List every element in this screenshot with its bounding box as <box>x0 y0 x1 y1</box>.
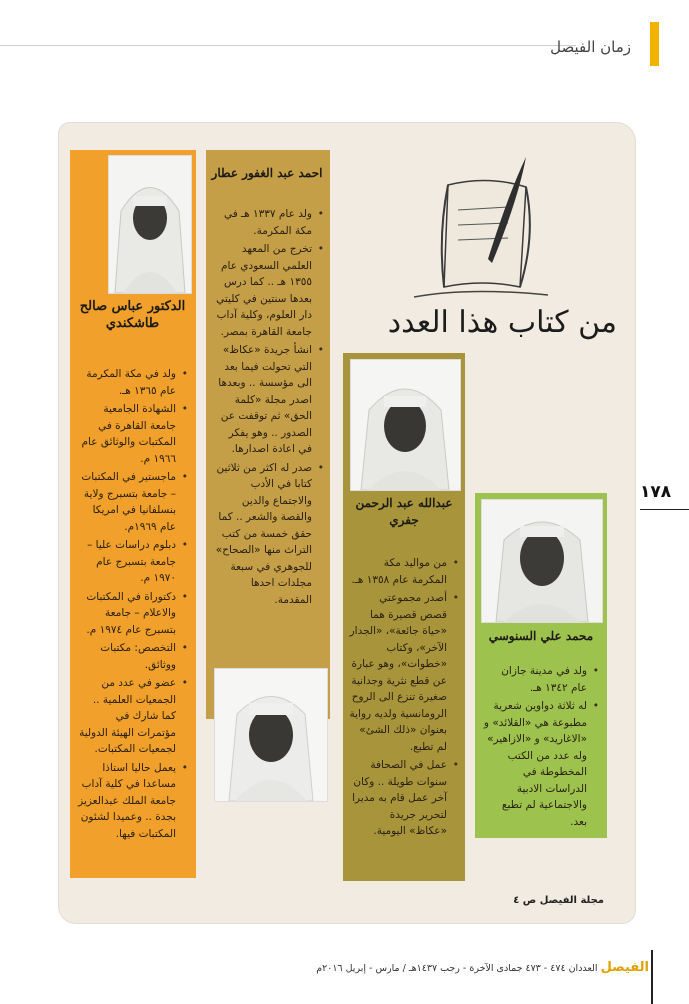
magazine-logo: الفيصل <box>600 960 649 975</box>
section-title: من كتاب هذا العدد <box>387 305 617 340</box>
bio-item: • الشهادة الجامعية جامعة القاهرة في المكتبات والوثائق عام ١٩٦٦ م. <box>76 401 188 467</box>
page-number-rule <box>640 509 689 510</box>
author-name: الدكتور عباس صالح طاشكندي <box>79 299 186 331</box>
bio-item: • أصدر مجموعتي قصص قصيرة هما «حياة جائعة»، «الجدار الآخر»، وكتاب «خطوات»، وهو عبارة عن قطع نثرية وجدانية صغيرة تنزع الى الروح الرومانسية ولديه رواية بعنوان «ذلك الشئ» لم تطبع. <box>349 590 459 755</box>
quill-illustration <box>408 155 558 305</box>
author-photo <box>108 155 192 294</box>
author-name: عبدالله عبد الرحمن جفري <box>355 496 453 527</box>
bio-item: • دكتوراة في المكتبات والاعلام – جامعة بتسبرج عام ١٩٧٤ م. <box>76 589 188 639</box>
author-bio-list <box>212 206 324 610</box>
bio-item: • يعمل حاليا استاذا مساعدا في كلية آداب جامعة الملك عبدالعزيز بجدة .. وعميدا لشئون المكتبات فيها. <box>76 760 188 843</box>
author-bio-list <box>349 555 459 842</box>
bio-item: • ولد في مدينة جازان عام ١٣٤٢ هـ. <box>483 663 599 696</box>
author-bio-list <box>483 663 599 832</box>
bio-item: • ولد في مكة المكرمة عام ١٣٦٥ هـ. <box>76 366 188 399</box>
header-rule <box>0 45 576 46</box>
bio-item: • من مواليد مكة المكرمة عام ١٣٥٨ هـ. <box>349 555 459 588</box>
bio-item: • تخرج من المعهد العلمي السعودي عام ١٣٥٥ هـ .. كما درس بعدها سنتين في كليتي دار العلوم، وكلية آداب جامعة القاهرة بمصر. <box>212 241 324 340</box>
bio-item: • عضو في عدد من الجمعيات العلمية .. كما شارك في مؤتمرات الهيئة الدولية لجمعيات المكتبات. <box>76 675 188 758</box>
bio-item: • ماجستير في المكتبات – جامعة بتسبرج ولاية بنسلفانيا في امريكا عام ١٩٦٩م. <box>76 469 188 535</box>
bio-item: • انشأ جريدة «عكاظ» التي تحولت فيما بعد الى مؤسسة .. وبعدها اصدر مجلة «كلمة الحق» ثم توقفت عن الصدور .. وهو يفكر في اعادة اصدارها. <box>212 342 324 458</box>
bio-item: • صدر له اكثر من ثلاثين كتابا في الأدب والاجتماع والدين والقصة والشعر .. كما حقق خمسة من كتب التراث منها «الصحاح» للجوهري في سبعة مجلدات احدها المقدمة. <box>212 460 324 609</box>
issue-details: العددان ٤٧٤ - ٤٧٣ جمادى الآخرة - رجب ١٤٣٧هـ / مارس - إبريل ٢٠١٦م <box>316 963 598 974</box>
author-column-sanusi <box>475 493 607 838</box>
bio-item: • عمل في الصحافة سنوات طويلة .. وكان آخر عمل قام به مديرا لتحرير جريدة «عكاظ» اليومية. <box>349 757 459 840</box>
page-number: ١٧٨ <box>640 482 672 502</box>
author-photo <box>214 668 328 802</box>
bio-item: • التخصص: مكتبات ووثائق. <box>76 640 188 673</box>
bio-item: • ولد عام ١٣٣٧ هـ في مكة المكرمة. <box>212 206 324 239</box>
author-column-attar <box>206 150 330 719</box>
footer-rule <box>651 950 653 1004</box>
author-photo <box>481 499 603 623</box>
author-column-tashkandi <box>70 150 196 878</box>
author-name: احمد عبد الغفور عطار <box>211 166 323 180</box>
author-name: محمد علي السنوسي <box>488 629 594 643</box>
footer-issue-info <box>316 960 649 975</box>
source-caption: مجلة الفيصل ص ٤ <box>513 895 604 906</box>
header-accent-bar <box>650 22 659 66</box>
bio-item: • دبلوم دراسات عليا – جامعة بتسبرج عام ١٩٧٠ م. <box>76 537 188 587</box>
author-photo <box>350 359 461 491</box>
author-column-jifri <box>343 353 465 881</box>
bio-item: • له ثلاثة دواوين شعرية مطبوعة هي «القلائد» و «الاغاريد» و «الازاهير» وله عدد من الكتب المخطوطة في الدراسات الادبية والاجتماعية لم تطبع بعد. <box>483 698 599 830</box>
section-header-title: زمان الفيصل <box>550 38 631 56</box>
author-bio-list <box>76 366 188 844</box>
